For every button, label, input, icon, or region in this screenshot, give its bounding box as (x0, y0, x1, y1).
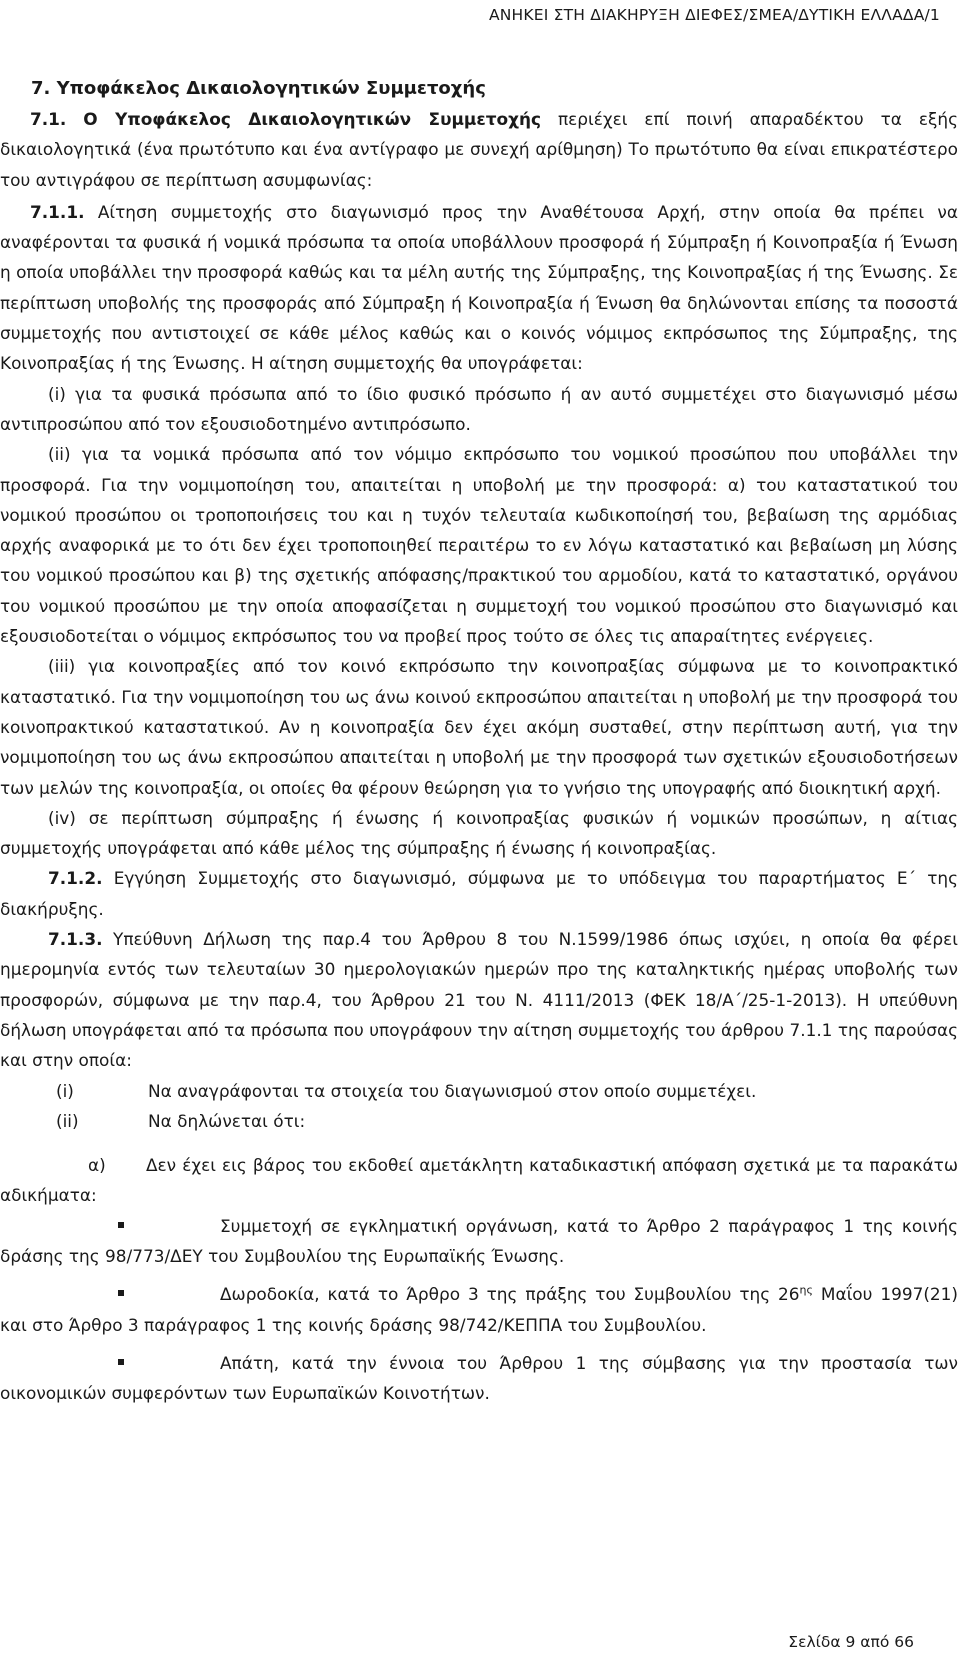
clause-number: 7.1.2. (48, 868, 103, 889)
bullet-text: Μαΐου 1997(21) και στο Άρθρο 3 παράγραφος 1 της κοινής δράσης 98/742/ΚΕΠΠΑ του Συμβουλίου. (0, 1284, 958, 1335)
page-header: ΑΝΗΚΕΙ ΣΤΗ ΔΙΑΚΗΡΥΞΗ ΔΙΕΦΕΣ/ΣΜΕΑ/ΔΥΤΙΚΗ ΕΛΛΑΔΑ/1 (488, 6, 940, 24)
bullet-item (0, 1211, 958, 1272)
paragraph-7-1-2 (0, 863, 958, 924)
paragraph-7-1-3 (0, 924, 958, 1075)
paragraph-7-1 (0, 104, 958, 195)
item-i: (i) για τα φυσικά πρόσωπα από το ίδιο φυσικό πρόσωπο ή αν αυτό συμμετέχει στο διαγωνισμό μέσω αντιπροσώπου από τον εξουσιοδοτημένο αντιπρόσωπο. (0, 383, 958, 434)
paragraph-text: Αίτηση συμμετοχής στο διαγωνισμό προς την Αναθέτουσα Αρχή, στην οποία θα πρέπει να αναφέρονται τα φυσικά ή νομικά πρόσωπα τα οποία υποβάλλουν προσφορά ή Σύμπραξη ή Κοινοπραξία ή Ένωση η οποία υποβάλλει την προσφορά καθώς και τα μέλη αυτής της Σύμπραξης, της Κοινοπραξίας ή της Ένωσης. Σε περίπτωση υποβολής της προσφοράς από Σύμπραξη ή Κοινοπραξία ή Ένωση θα δηλώνονται επίσης τα ποσοστά συμμετοχής που αντιστοιχεί σε κάθε μέλος καθώς και ο κοινός νόμιμος εκπρόσωπος της Σύμπραξης, της Κοινοπραξίας ή της Ένωσης. Η αίτηση συμμετοχής θα υπογράφεται: (0, 201, 958, 374)
alpha-label: α) (88, 1155, 106, 1176)
item-iii: (iii) για κοινοπραξίες από τον κοινό εκπρόσωπο την κοινοπραξίας σύμφωνα με το κοινοπρακτικό καταστατικό. Για την νομιμοποίηση του ως άνω κοινού εκπροσώπου απαιτείται η υποβολή με την προσφορά του κοινοπρακτικού καταστατικού. Αν η κοινοπραξία δεν έχει ακόμη συσταθεί, στην περίπτωση αυτή, για την νομιμοποίηση του ως άνω εκπροσώπου απαιτείται η υποβολή με την προσφορά των σχετικών εξουσιοδοτήσεων των μελών της κοινοπραξία, οι οποίες θα φέρουν θεώρηση για το γνήσιο της υπογραφής από διοικητική αρχή. (0, 656, 958, 798)
bullet-text: Δωροδοκία, κατά το Άρθρο 3 της πράξης του Συμβουλίου της 26 (220, 1284, 800, 1305)
item-ii: (ii) για τα νομικά πρόσωπα από τον νόμιμο εκπρόσωπο του νομικού προσώπου που υποβάλλει την προσφορά. Για την νομιμοποίηση του, απαιτείται η υποβολή με την προσφορά: α) του καταστατικού του νομικού προσώπου οι τροποποιήσεις του και η τυχόν τελευταία κωδικοποίησή του, βεβαίωση της αρμόδιας αρχής αναφορικά με το ότι δεν έχει τροποποιηθεί περαιτέρω το εν λόγω καταστατικό και βεβαίωση μη λύσης του νομικού προσώπου και β) της σχετικής απόφασης/πρακτικού του αρμοδίου, κατά το καταστατικό, οργάνου του νομικού προσώπου με την οποία αποφασίζεται η συμμετοχή του νομικού προσώπου στο διαγωνισμό και εξουσιοδοτείται ο νόμιμος εκπρόσωπος του να προβεί προς τούτο σε όλες τις απαραίτητες ενέργειες. (0, 444, 958, 647)
square-bullet-icon (118, 1359, 124, 1365)
bullet-item (0, 1348, 958, 1409)
paragraph-7-1-1 (0, 197, 958, 379)
document-body (0, 74, 958, 1408)
clause-number: 7.1.3. (48, 929, 103, 950)
alpha-text: Δεν έχει εις βάρος του εκδοθεί αμετάκλητη καταδικαστική απόφαση σχετικά με τα παρακάτω αδικήματα: (0, 1155, 958, 1206)
paragraph-text: Υπεύθυνη Δήλωση της παρ.4 του Άρθρου 8 του Ν.1599/1986 όπως ισχύει, η οποία θα φέρει ημερομηνία εντός των τελευταίων 30 ημερολογιακών ημερών προ της καταληκτικής ημέρας υποβολής των προσφορών, σύμφωνα με την παρ.4, του Άρθρου 21 του Ν. 4111/2013 (ΦΕΚ 18/Α΄/25-1-2013). Η υπεύθυνη δήλωση υπογράφεται από τα πρόσωπα που υπογράφουν την αίτηση συμμετοχής του άρθρου 7.1.1 της παρούσας και στην οποία: (0, 929, 958, 1071)
page-number: Σελίδα 9 από 66 (788, 1633, 914, 1651)
square-bullet-icon (118, 1290, 124, 1296)
alpha-item (0, 1150, 958, 1211)
list-label: (ii) (56, 1110, 79, 1131)
list-item-ii (0, 1106, 958, 1136)
item-iv: (iv) σε περίπτωση σύμπραξης ή ένωσης ή κοινοπραξίας φυσικών ή νομικών προσώπων, η αίτιας συμμετοχής υπογράφεται από κάθε μέλος της σύμπραξης ή ένωσης ή κοινοπραξίας. (0, 807, 958, 859)
bullet-text: Απάτη, κατά την έννοια του Άρθρου 1 της σύμβασης για την προστασία των οικονομικών συμφερόντων των Ευρωπαϊκών Κοινοτήτων. (0, 1352, 958, 1404)
bullet-item (0, 1279, 958, 1340)
list-item-i (0, 1076, 958, 1106)
paragraph-text: περιέχει επί ποινή απαραδέκτου τα εξής δικαιολογητικά (ένα πρωτότυπο και ένα αντίγραφο με συνεχή αρίθμηση) Το πρωτότυπο θα είναι επικρατέστερο του αντιγράφου σε περίπτωση ασυμφωνίας: (0, 109, 958, 190)
list-text: Να δηλώνεται ότι: (148, 1110, 306, 1131)
clause-number: 7.1. (30, 109, 67, 129)
bold-heading: Ο Υποφάκελος Δικαιολογητικών Συμμετοχής (83, 109, 542, 129)
paragraph-text: Εγγύηση Συμμετοχής στο διαγωνισμό, σύμφωνα με το υπόδειγμα του παραρτήματος Ε΄ της διακήρυξης. (0, 868, 958, 919)
square-bullet-icon (118, 1222, 124, 1228)
list-text: Να αναγράφονται τα στοιχεία του διαγωνισμού στον οποίο συμμετέχει. (148, 1080, 757, 1101)
list-label: (i) (56, 1080, 74, 1101)
section-title: 7. Υποφάκελος Δικαιολογητικών Συμμετοχής (31, 78, 486, 99)
bullet-text: Συμμετοχή σε εγκληματική οργάνωση, κατά το Άρθρο 2 παράγραφος 1 της κοινής δράσης της 98/773/ΔΕΥ του Συμβουλίου της Ευρωπαϊκής Ένωσης. (0, 1215, 958, 1266)
superscript: ης (799, 1283, 813, 1297)
clause-number: 7.1.1. (30, 201, 85, 222)
